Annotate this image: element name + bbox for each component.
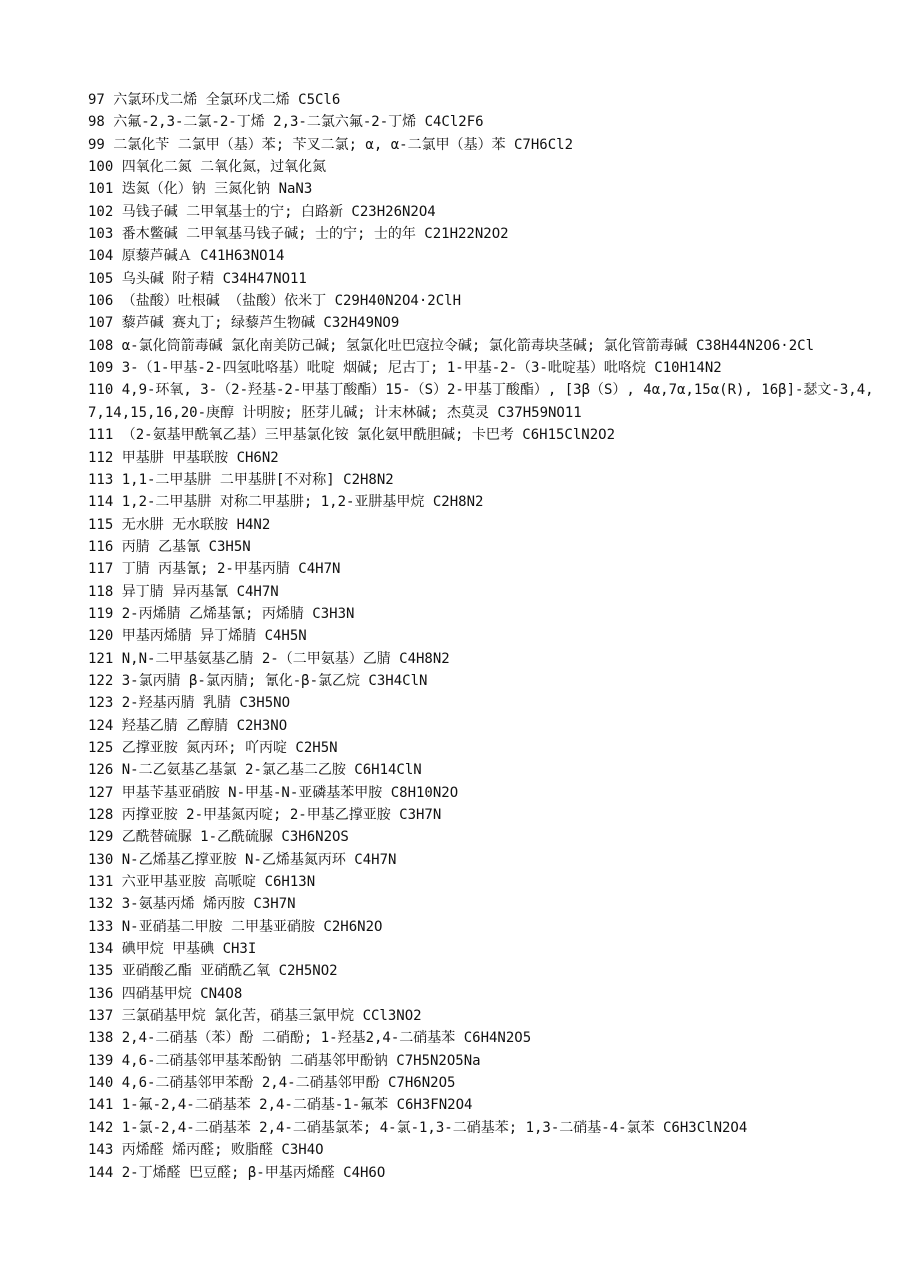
entry-97: 97 六氯环戊二烯 全氯环戊二烯 C5Cl6 — [88, 92, 341, 108]
entry-133: 133 N-亚硝基二甲胺 二甲基亚硝胺 C2H6N2O — [88, 918, 383, 935]
entry-105: 105 乌头碱 附子精 C34H47NO11 — [88, 270, 307, 287]
entry-109: 109 3-（1-甲基-2-四氢吡咯基）吡啶 烟碱; 尼古丁; 1-甲基-2-（3-吡啶基）吡咯烷 C10H14N2 — [88, 360, 722, 377]
entry-102: 102 马钱子碱 二甲氧基士的宁; 白路新 C23H26N2O4 — [88, 203, 436, 220]
entry-140: 140 4,6-二硝基邻甲苯酚 2,4-二硝基邻甲酚 C7H6N2O5 — [88, 1075, 456, 1092]
entry-136: 136 四硝基甲烷 CN4O8 — [88, 985, 243, 1002]
entry-126: 126 N-二乙氨基乙基氯 2-氯乙基二乙胺 C6H14ClN — [88, 762, 422, 779]
entry-122: 122 3-氯丙腈 β-氯丙腈; 氰化-β-氯乙烷 C3H4ClN — [88, 672, 428, 689]
entry-107: 107 藜芦碱 赛丸丁; 绿藜芦生物碱 C32H49NO9 — [88, 315, 400, 332]
entry-143: 143 丙烯醛 烯丙醛; 败脂醛 C3H4O — [88, 1142, 324, 1159]
entry-101: 101 迭氮（化）钠 三氮化钠 NaN3 — [88, 181, 313, 198]
entry-139: 139 4,6-二硝基邻甲基苯酚钠 二硝基邻甲酚钠 C7H5N2O5Na — [88, 1052, 481, 1069]
entry-134: 134 碘甲烷 甲基碘 CH3I — [88, 941, 257, 958]
entry-141: 141 1-氟-2,4-二硝基苯 2,4-二硝基-1-氟苯 C6H3FN2O4 — [88, 1097, 473, 1114]
entry-127: 127 甲基苄基亚硝胺 N-甲基-N-亚磷基苯甲胺 C8H10N2O — [88, 784, 459, 801]
entry-119: 119 2-丙烯腈 乙烯基氰; 丙烯腈 C3H3N — [88, 605, 355, 622]
entry-132: 132 3-氨基丙烯 烯丙胺 C3H7N — [88, 896, 296, 913]
entry-110: 110 4,9-环氧, 3-（2-羟基-2-甲基丁酸酯）15-（S）2-甲基丁酸酯）, [3β（S）, 4α,7α,15α(R), 16β]-瑟文-3,4,7,14,15,16,20-庚醇 计明胺; 胚芽儿碱; 计末林碱; 杰莫灵 C37H59NO11 — [88, 382, 874, 421]
entry-111: 111 （2-氨基甲酰氧乙基）三甲基氯化铵 氯化氨甲酰胆碱; 卡巴考 C6H15ClN2O2 — [88, 427, 616, 444]
entry-117: 117 丁腈 丙基氰; 2-甲基丙腈 C4H7N — [88, 561, 341, 578]
entry-124: 124 羟基乙腈 乙醇腈 C2H3NO — [88, 717, 288, 734]
entry-137: 137 三氯硝基甲烷 氯化苦，硝基三氯甲烷 CCl3NO2 — [88, 1008, 422, 1025]
entry-144: 144 2-丁烯醛 巴豆醛; β-甲基丙烯醛 C4H6O — [88, 1164, 386, 1181]
entry-104: 104 原藜芦碱Ａ C41H63NO14 — [88, 248, 285, 265]
entry-114: 114 1,2-二甲基肼 对称二甲基肼; 1,2-亚肼基甲烷 C2H8N2 — [88, 494, 484, 511]
entry-130: 130 N-乙烯基乙撑亚胺 N-乙烯基氮丙环 C4H7N — [88, 851, 397, 868]
entry-115: 115 无水肼 无水联胺 H4N2 — [88, 516, 271, 533]
entry-106: 106 （盐酸）吐根碱 （盐酸）依米丁 C29H40N2O4·2ClH — [88, 293, 462, 310]
entry-112: 112 甲基肼 甲基联胺 CH6N2 — [88, 449, 279, 466]
entry-121: 121 N,N-二甲基氨基乙腈 2-（二甲氨基）乙腈 C4H8N2 — [88, 650, 450, 667]
entry-142: 142 1-氯-2,4-二硝基苯 2,4-二硝基氯苯; 4-氯-1,3-二硝基苯; 1,3-二硝基-4-氯苯 C6H3ClN2O4 — [88, 1119, 748, 1136]
entry-99: 99 二氯化苄 二氯甲（基）苯; 苄叉二氯; α, α-二氯甲（基）苯 C7H6Cl2 — [88, 136, 574, 153]
entry-118: 118 异丁腈 异丙基氰 C4H7N — [88, 583, 279, 600]
entry-131: 131 六亚甲基亚胺 高哌啶 C6H13N — [88, 874, 316, 891]
entry-123: 123 2-羟基丙腈 乳腈 C3H5NO — [88, 695, 291, 712]
entry-129: 129 乙酰替硫脲 1-乙酰硫脲 C3H6N2OS — [88, 829, 349, 846]
entry-120: 120 甲基丙烯腈 异丁烯腈 C4H5N — [88, 628, 307, 645]
entry-135: 135 亚硝酸乙酯 亚硝酰乙氧 C2H5NO2 — [88, 963, 338, 980]
entry-98: 98 六氟-2,3-二氯-2-丁烯 2,3-二氯六氟-2-丁烯 C4Cl2F6 — [88, 114, 484, 131]
entry-113: 113 1,1-二甲基肼 二甲基肼[不对称] C2H8N2 — [88, 471, 394, 488]
entry-116: 116 丙腈 乙基氰 C3H5N — [88, 538, 251, 555]
entry-100: 100 四氧化二氮 二氧化氮，过氧化氮 — [88, 159, 327, 176]
entry-108: 108 α-氯化筒箭毒碱 氯化南美防己碱; 氢氯化吐巴寇拉令碱; 氯化箭毒块茎碱; 氯化管箭毒碱 C38H44N2O6·2Cl — [88, 337, 815, 354]
entry-103: 103 番木鳖碱 二甲氧基马钱子碱; 士的宁; 士的年 C21H22N2O2 — [88, 226, 509, 243]
document-page — [88, 89, 888, 1184]
entry-138: 138 2,4-二硝基（苯）酚 二硝酚; 1-羟基2,4-二硝基苯 C6H4N2O5 — [88, 1030, 532, 1047]
entry-128: 128 丙撑亚胺 2-甲基氮丙啶; 2-甲基乙撑亚胺 C3H7N — [88, 807, 442, 823]
entry-125: 125 乙撑亚胺 氮丙环; 吖丙啶 C2H5N — [88, 739, 338, 756]
